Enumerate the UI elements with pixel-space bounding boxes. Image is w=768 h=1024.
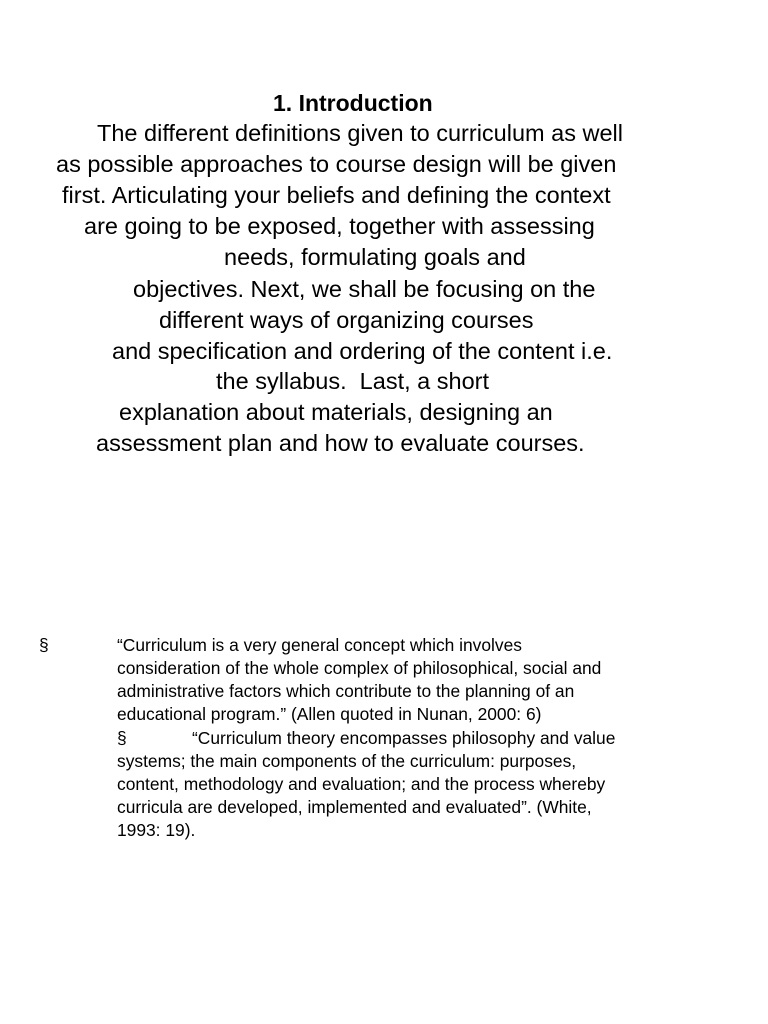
quote-line: 1993: 19).	[117, 820, 196, 840]
bullet-symbol: §	[39, 635, 49, 655]
intro-line: needs, formulating goals and	[224, 244, 526, 270]
intro-line: first. Articulating your beliefs and defining the context	[62, 182, 611, 208]
intro-line: assessment plan and how to evaluate courses.	[96, 430, 585, 456]
quote-line: “Curriculum theory encompasses philosophy and value	[192, 728, 616, 748]
quote-line: content, methodology and evaluation; and the process whereby	[117, 774, 606, 794]
section-title: 1. Introduction	[273, 90, 433, 116]
quote-line: consideration of the whole complex of philosophical, social and	[117, 658, 602, 678]
intro-line: and specification and ordering of the content i.e.	[112, 338, 613, 364]
quote-line: “Curriculum is a very general concept which involves	[117, 635, 522, 655]
quote-line: educational program.” (Allen quoted in Nunan, 2000: 6)	[117, 704, 542, 724]
quote-line: curricula are developed, implemented and evaluated”. (White,	[117, 797, 592, 817]
intro-line: the syllabus. Last, a short	[216, 368, 490, 394]
intro-line: as possible approaches to course design will be given	[56, 151, 617, 177]
intro-line: different ways of organizing courses	[159, 307, 534, 333]
quote-line: administrative factors which contribute to the planning of an	[117, 681, 575, 701]
intro-line: are going to be exposed, together with assessing	[84, 213, 595, 239]
intro-line: explanation about materials, designing an	[119, 399, 553, 425]
inline-bullet-symbol: §	[117, 728, 127, 748]
quote-line: systems; the main components of the curriculum: purposes,	[117, 751, 577, 771]
intro-line: objectives. Next, we shall be focusing on the	[133, 276, 596, 302]
intro-line: The different definitions given to curriculum as well	[97, 120, 623, 146]
